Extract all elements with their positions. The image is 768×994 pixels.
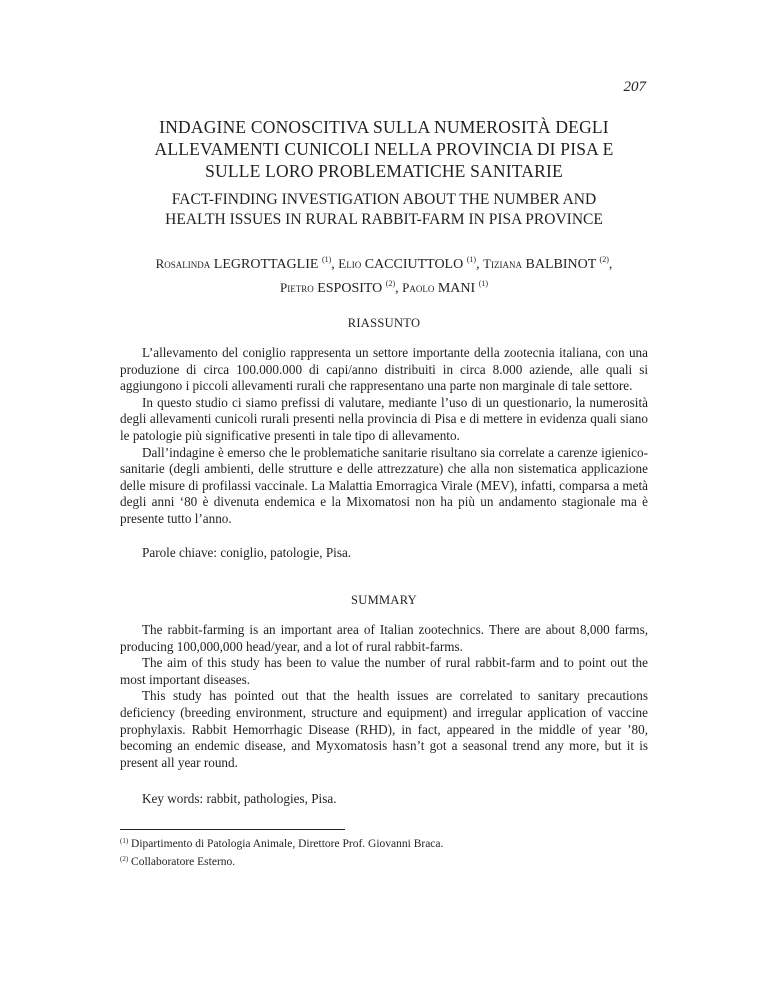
affiliation-mark: (1) [321,255,332,264]
author-line [100,250,668,274]
title-line: HEALTH ISSUES IN RURAL RABBIT-FARM IN PISA PROVINCE [165,211,603,228]
summary-body [120,622,648,771]
footnotes [120,834,443,869]
abstract-paragraph: Dall’indagine è emerso che le problematiche sanitarie risultano sia correlate a carenze igienico-sanitarie (degli ambienti, delle strutture e delle attrezzature) che alla non sistematica applicazione delle misure di profilassi vaccinale. La Malattia Emorragica Virale (MEV), infatti, comparsa a metà degli anni ‘80 è divenuta endemica e la Mixomatosi non ha più un andamento stagionale ma è presente tutto l’anno. [120,444,648,526]
author: Tiziana BALBINOT $^{(2)}$, [483,255,613,272]
title-line: SULLE LORO PROBLEMATICHE SANITARIE [205,161,563,181]
title-line: INDAGINE CONOSCITIVA SULLA NUMEROSITÀ DEGLI [159,117,609,137]
page-number: 207 [623,79,646,95]
abstract-paragraph: The rabbit-farming is an important area of Italian zootechnics. There are about 8,000 farms, producing 100,000,000 head/year, and a lot of rural rabbit-farms. [120,622,648,654]
author: Paolo MANI $^{(1)}$ [402,279,489,296]
footnote: $^{(2)}$ Collaboratore Esterno. [120,854,236,868]
keywords-italian: Parole chiave: coniglio, patologie, Pisa. [142,545,352,560]
affiliation-mark: (2) [385,279,396,288]
footnote: $^{(1)}$ Dipartimento di Patologia Animale, Direttore Prof. Giovanni Braca. [120,837,444,850]
author-list [100,250,668,298]
author: Elio CACCIUTTOLO $^{(1)}$, [338,255,484,272]
riassunto-body [120,345,648,528]
affiliation-mark: (1) [466,255,477,264]
footnote-mark: (1) [120,837,129,845]
paper-title-italian [120,116,648,182]
abstract-paragraph: This study has pointed out that the health issues are correlated to sanitary precautions deficiency (breeding environment, structure and equipment) and irregular application of vaccine prophylaxis. Rabbit Hemorrhagic Disease (RHD), in fact, appeared in the middle of year ’80, becoming an endemic disease, and Myxomatosis hasn’t got a seasonal trend any more, but it is present all year round. [120,688,648,770]
abstract-paragraph: In questo studio ci siamo prefissi di valutare, mediante l’uso di un questionario, la numerosità degli allevamenti cunicoli rurali presenti nella provincia di Pisa e di mettere in evidenza quali siano le patologie più significative presenti in tale tipo di allevamento. [120,394,648,443]
abstract-paragraph: L’allevamento del coniglio rappresenta un settore importante della zootecnia italiana, con una produzione di circa 100.000.000 di capi/anno distribuiti in circa 8.000 aziende, alle quali si aggiungono i piccoli allevamenti rurali che rappresentano una parte non marginale di tale settore. [120,345,648,394]
footnote-divider [120,829,345,830]
abstract-paragraph: The aim of this study has been to value the number of rural rabbit-farm and to point out the most important diseases. [120,655,648,687]
author: Pietro ESPOSITO $^{(2)}$, [279,279,403,296]
footnote-mark: (2) [120,854,129,863]
title-line: ALLEVAMENTI CUNICOLI NELLA PROVINCIA DI PISA E [154,139,614,159]
summary-heading: SUMMARY [350,593,417,607]
affiliation-mark: (2) [599,255,609,264]
author: Rosalinda LEGROTTAGLIE $^{(1)}$, [155,255,339,272]
author-line [100,274,668,298]
paper-title-english [120,190,648,230]
affiliation-mark: (1) [478,279,489,288]
riassunto-heading: RIASSUNTO [347,316,421,330]
title-line: FACT-FINDING INVESTIGATION ABOUT THE NUMBER AND [171,191,597,208]
keywords-english: Key words: rabbit, pathologies, Pisa. [142,791,337,806]
